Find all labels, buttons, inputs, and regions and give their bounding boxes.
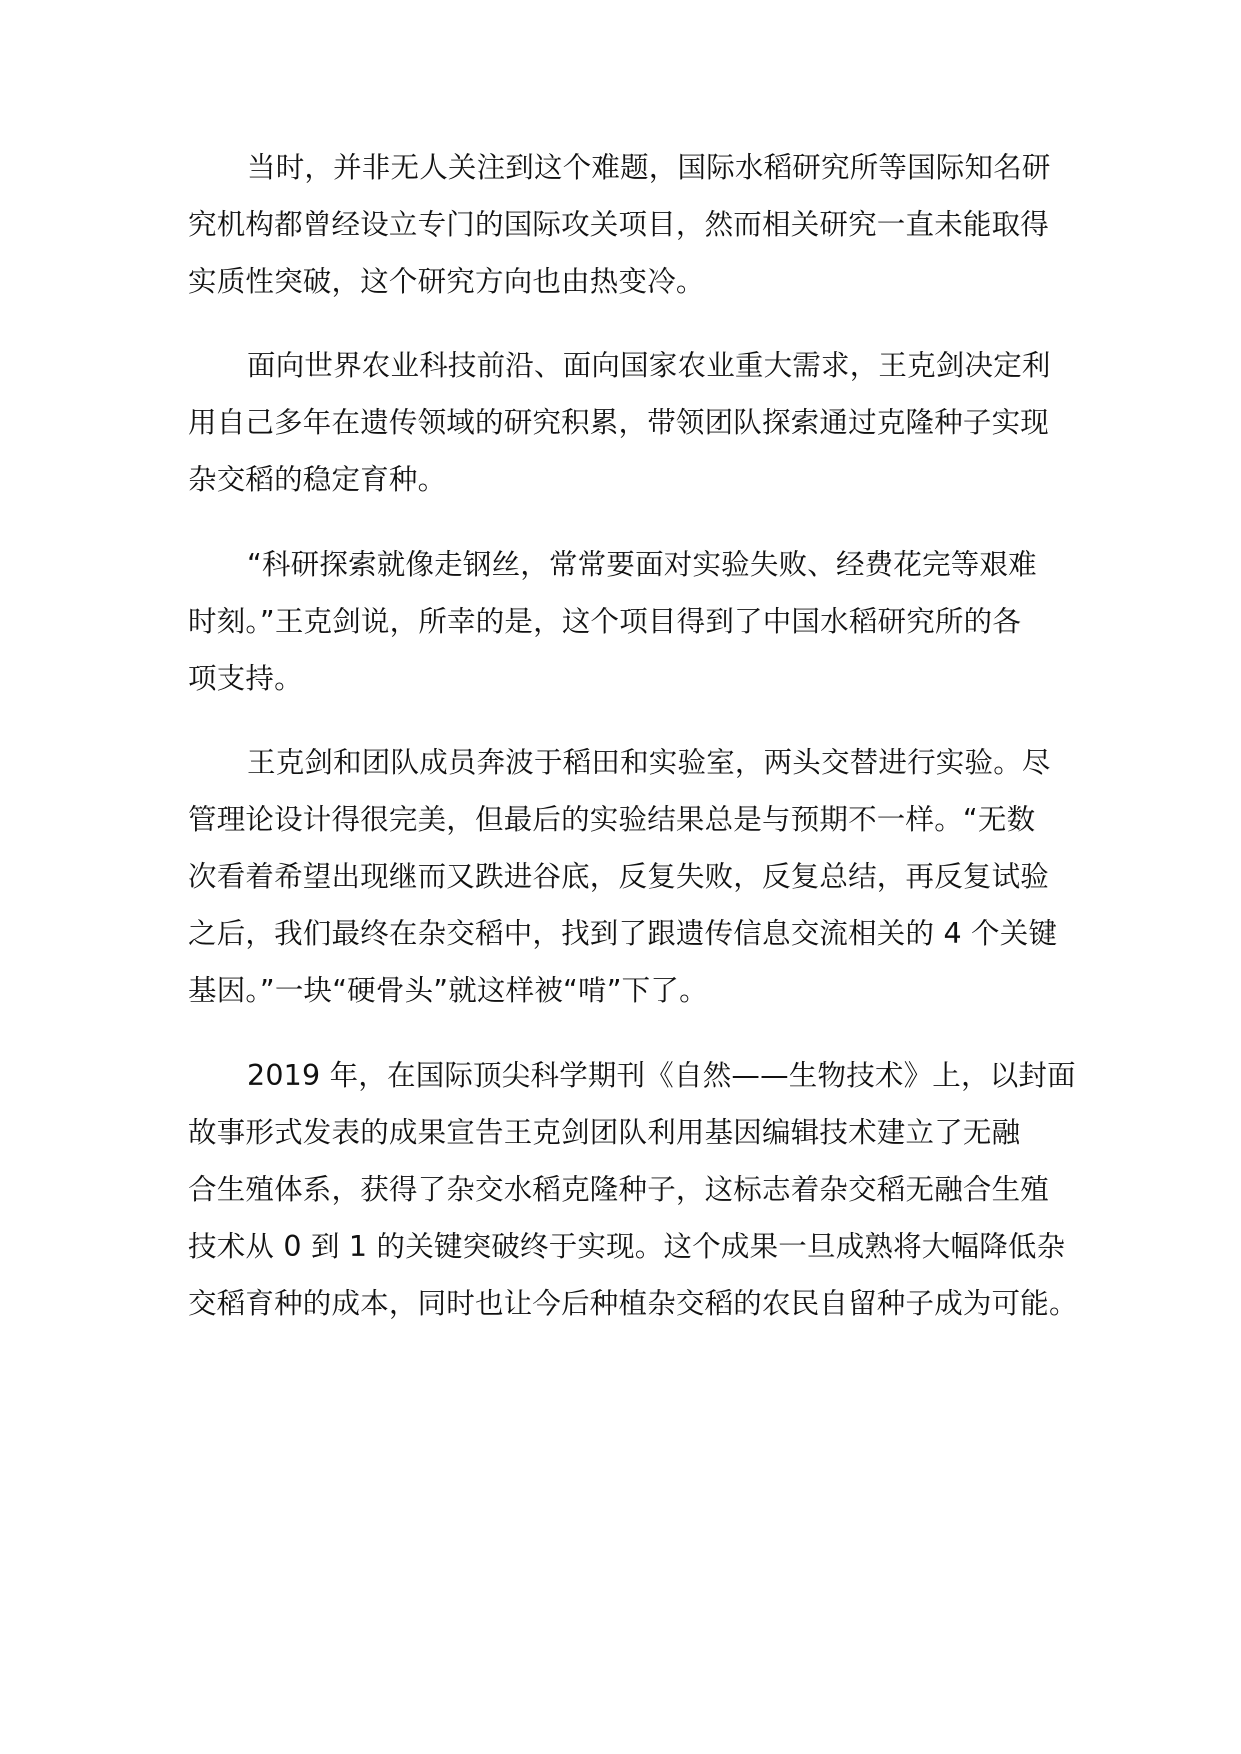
paragraph-line: 合生殖体系，获得了杂交水稻克隆种子，这标志着杂交稻无融合生殖 (188, 1173, 1050, 1206)
paragraph-line: 用自己多年在遗传领域的研究积累，带领团队探索通过克隆种子实现 (188, 406, 1050, 439)
paragraph-line: 技术从 0 到 1 的关键突破终于实现。这个成果一旦成熟将大幅降低杂 (188, 1230, 1066, 1263)
paragraph-line: 故事形式发表的成果宣告王克剑团队利用基因编辑技术建立了无融 (188, 1116, 1021, 1149)
paragraph-line: 面向世界农业科技前沿、面向国家农业重大需求，王克剑决定利 (247, 349, 1051, 382)
paragraph-line: 2019 年，在国际顶尖科学期刊《自然——生物技术》上，以封面 (247, 1059, 1076, 1092)
paragraph-line: 王克剑和团队成员奔波于稻田和实验室，两头交替进行实验。尽 (247, 746, 1051, 779)
paragraph-line: 管理论设计得很完美，但最后的实验结果总是与预期不一样。“无数 (188, 803, 1036, 836)
paragraph-line: 时刻。”王克剑说，所幸的是，这个项目得到了中国水稻研究所的各 (188, 605, 1022, 638)
paragraph-line: 次看着希望出现继而又跌进谷底，反复失败，反复总结，再反复试验 (188, 860, 1050, 893)
paragraph-line: 究机构都曾经设立专门的国际攻关项目，然而相关研究一直未能取得 (188, 208, 1050, 241)
paragraph-line: 杂交稻的稳定育种。 (188, 463, 447, 496)
paragraph-line: 项支持。 (188, 662, 303, 695)
paragraph-line: “科研探索就像走钢丝，常常要面对实验失败、经费花完等艰难 (247, 548, 1037, 581)
paragraph-line: 基因。”一块“硬骨头”就这样被“啃”下了。 (188, 974, 708, 1007)
paragraph-line: 当时，并非无人关注到这个难题，国际水稻研究所等国际知名研 (247, 151, 1051, 184)
paragraph-line: 实质性突破，这个研究方向也由热变冷。 (188, 265, 705, 298)
paragraph-line: 之后，我们最终在杂交稻中，找到了跟遗传信息交流相关的 4 个关键 (188, 917, 1058, 950)
paragraph-line: 交稻育种的成本，同时也让今后种植杂交稻的农民自留种子成为可能。 (188, 1287, 1078, 1320)
